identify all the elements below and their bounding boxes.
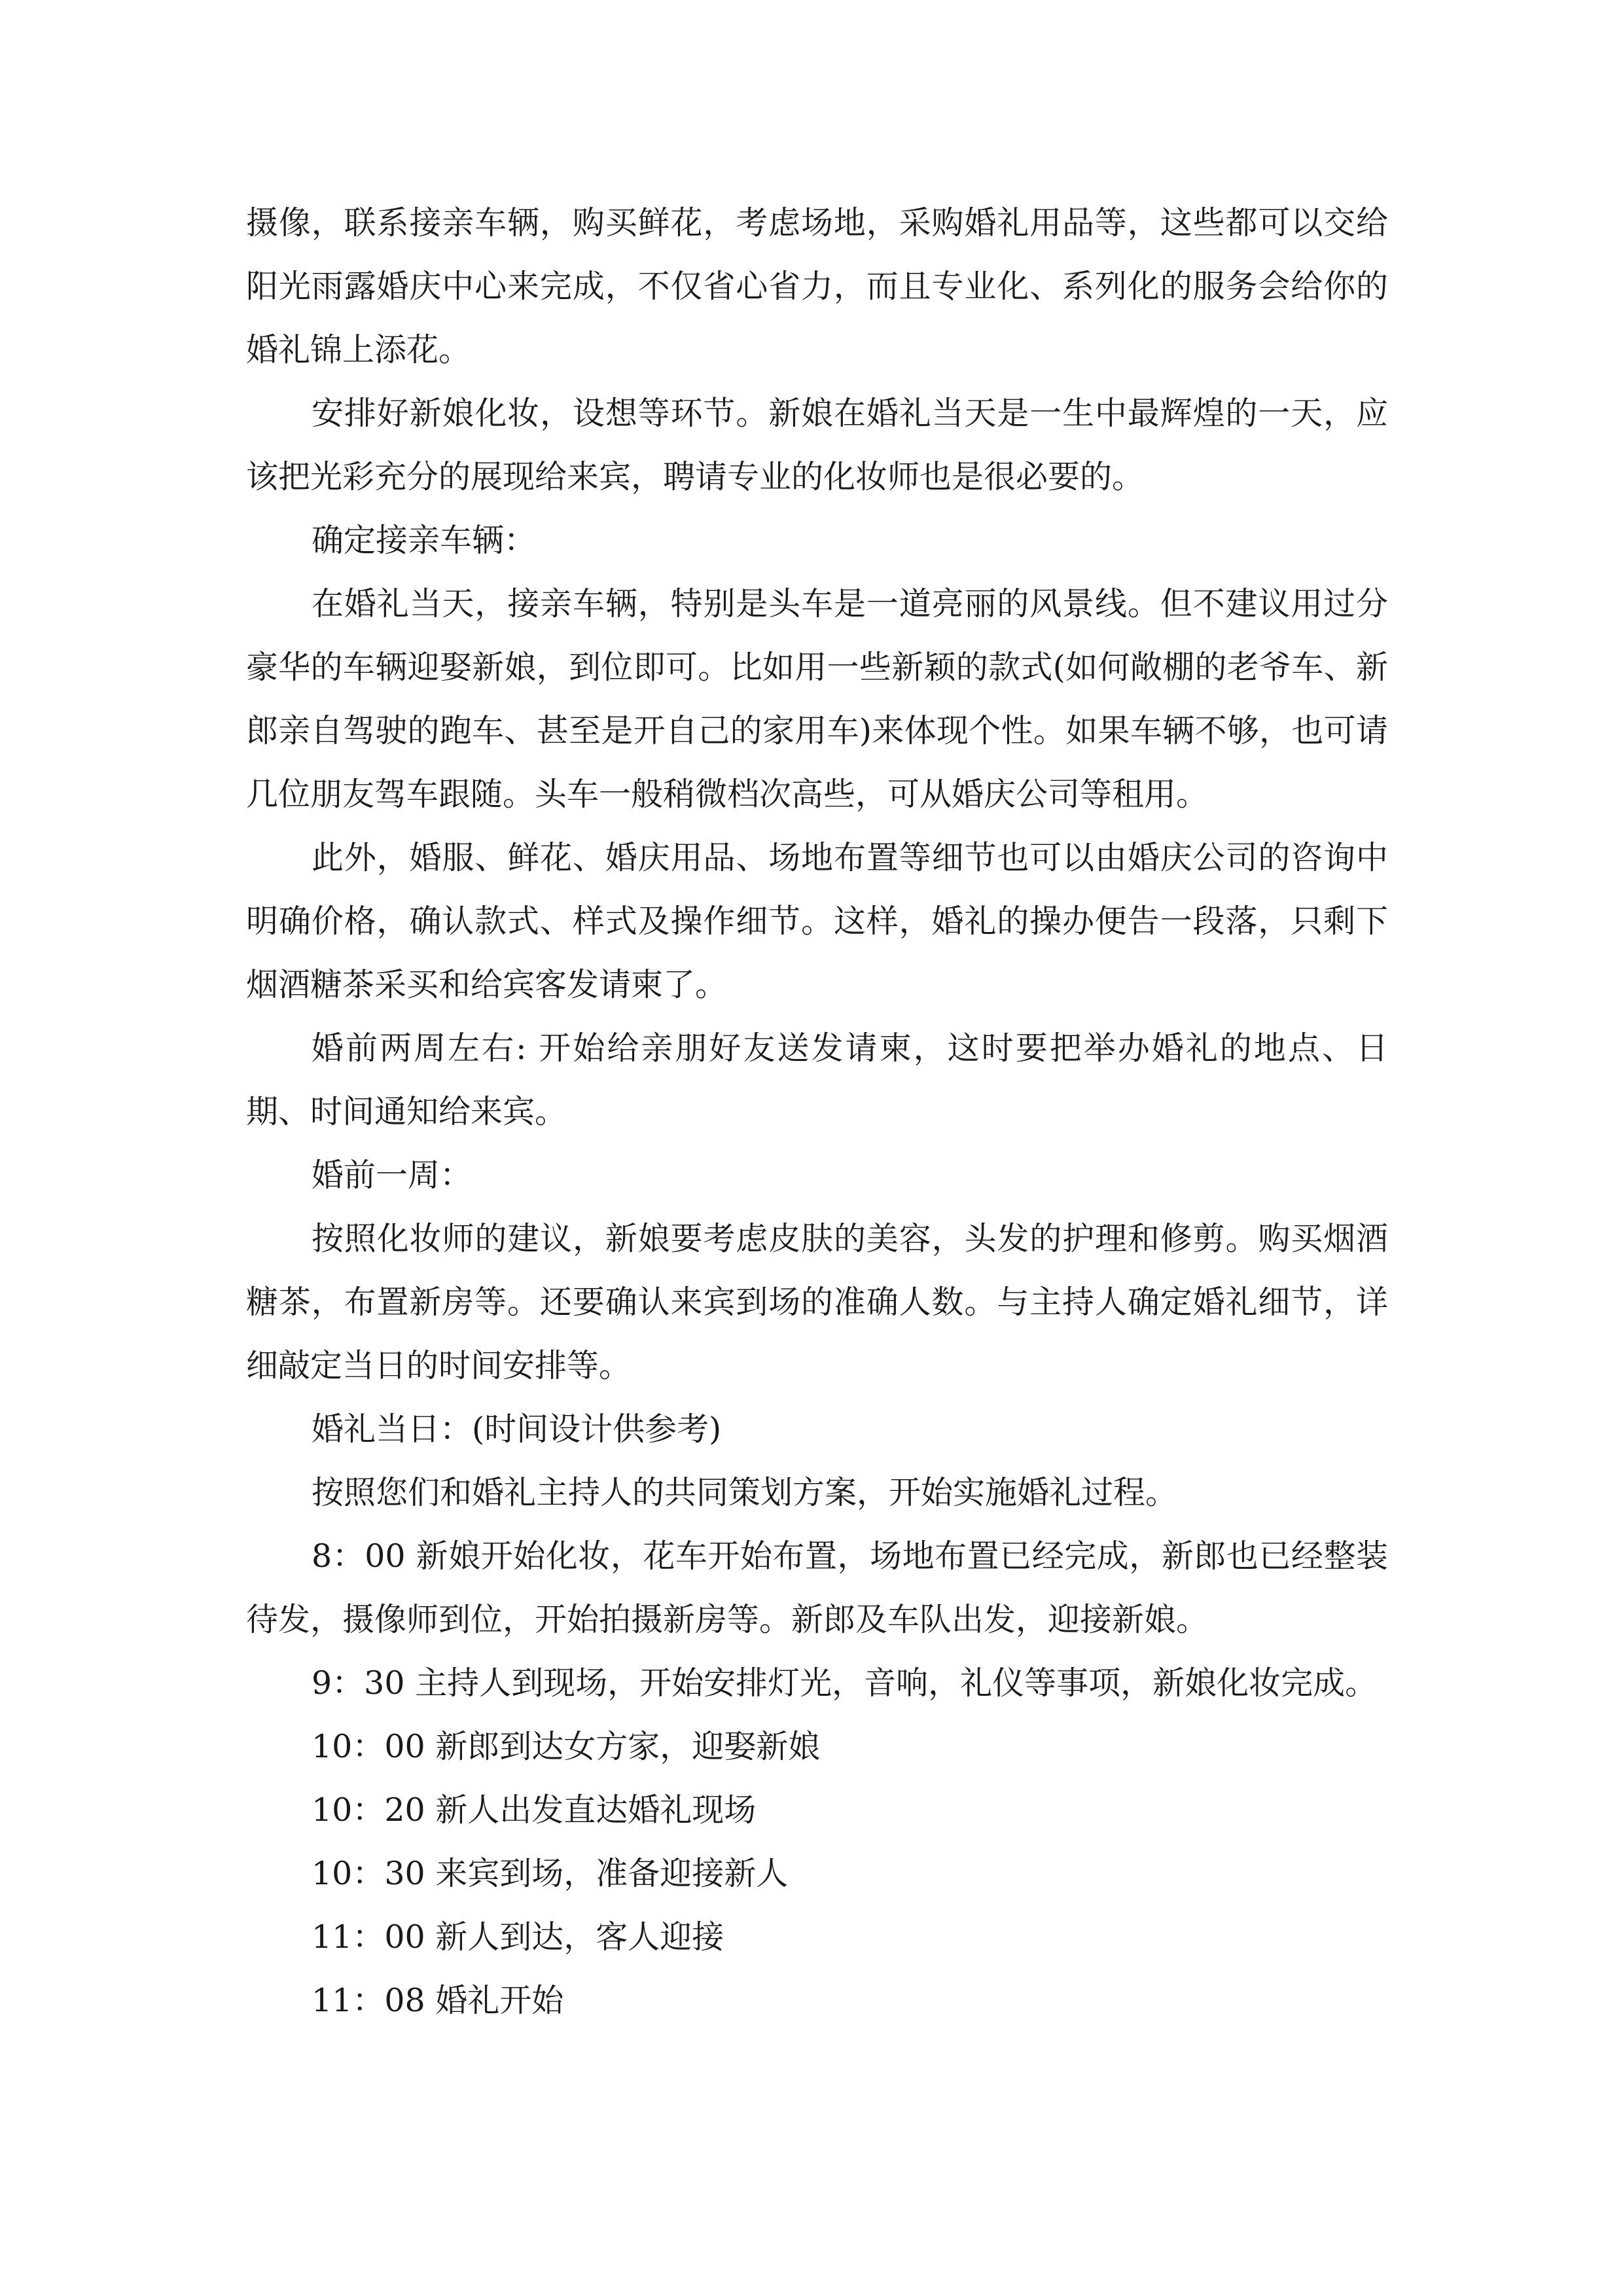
- schedule-item: 10：30 来宾到场，准备迎接新人: [312, 1855, 789, 1892]
- schedule-item: 10：00 新郎到达女方家，迎娶新娘: [312, 1728, 821, 1765]
- paragraph: 婚前两周左右: 开始给亲朋好友送发请柬，这时要把举办婚礼的地点、日期、时间通知给来宾。: [246, 1030, 1388, 1130]
- paragraph: 按照您们和婚礼主持人的共同策划方案，开始实施婚礼过程。: [312, 1474, 1178, 1511]
- schedule-item: 8：00 新娘开始化妆，花车开始布置，场地布置已经完成，新郎也已经整装待发，摄像师到位，开始拍摄新房等。新郎及车队出发，迎接新娘。: [246, 1537, 1388, 1638]
- paragraph: 此外，婚服、鲜花、婚庆用品、场地布置等细节也可以由婚庆公司的咨询中明确价格，确认款式、样式及操作细节。这样，婚礼的操办便告一段落，只剩下烟酒糖茶采买和给宾客发请柬了。: [246, 839, 1388, 1003]
- paragraph: 安排好新娘化妆，设想等环节。新娘在婚礼当天是一生中最辉煌的一天，应该把光彩充分的展现给来宾，聘请专业的化妆师也是很必要的。: [246, 395, 1388, 495]
- section-heading: 婚前一周：: [312, 1157, 473, 1194]
- paragraph: 按照化妆师的建议，新娘要考虑皮肤的美容，头发的护理和修剪。购买烟酒糖茶，布置新房等。还要确认来宾到场的准确人数。与主持人确定婚礼细节，详细敲定当日的时间安排等。: [246, 1220, 1388, 1384]
- section-heading: 婚礼当日：(时间设计供参考): [312, 1410, 722, 1448]
- section-heading: 确定接亲车辆：: [312, 522, 537, 559]
- schedule-item: 10：20 新人出发直达婚礼现场: [312, 1791, 757, 1829]
- schedule-item: 9：30 主持人到现场，开始安排灯光，音响，礼仪等事项，新娘化妆完成。: [312, 1664, 1378, 1702]
- schedule-item: 11：00 新人到达，客人迎接: [312, 1918, 724, 1956]
- paragraph: 摄像，联系接亲车辆，购买鲜花，考虑场地，采购婚礼用品等，这些都可以交给阳光雨露婚庆中心来完成，不仅省心省力，而且专业化、系列化的服务会给你的婚礼锦上添花。: [246, 204, 1388, 368]
- paragraph: 在婚礼当天，接亲车辆，特别是头车是一道亮丽的风景线。但不建议用过分豪华的车辆迎娶新娘，到位即可。比如用一些新颖的款式(如何敞棚的老爷车、新郎亲自驾驶的跑车、甚至是开自己的家用车)来体现个性。如果车辆不够，也可请几位朋友驾车跟随。头车一般稍微档次高些，可从婚庆公司等租用。: [246, 585, 1388, 813]
- document-body: [246, 191, 1388, 2032]
- schedule-item: 11：08 婚礼开始: [312, 1982, 564, 2019]
